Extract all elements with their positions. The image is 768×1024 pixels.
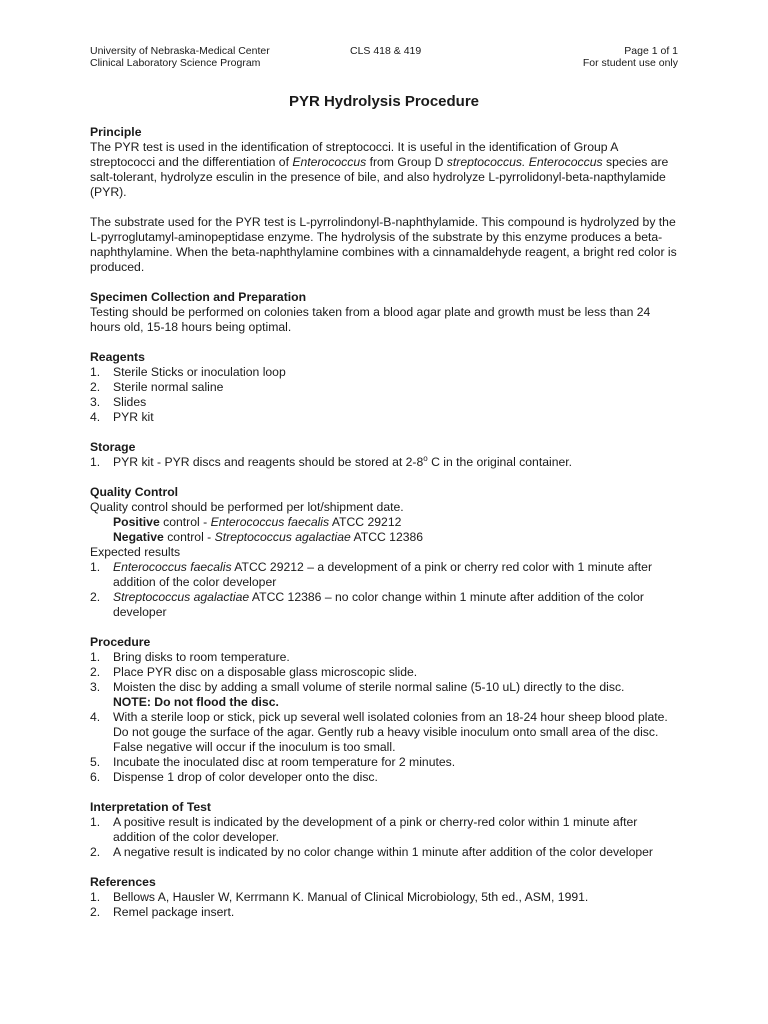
header-usage-note: For student use only bbox=[582, 57, 678, 69]
specimen-heading: Specimen Collection and Preparation bbox=[90, 290, 307, 304]
reagents-list bbox=[90, 365, 680, 425]
list-item: 3. Slides bbox=[90, 395, 147, 409]
list-item: 5. Incubate the inoculated disc at room temperature for 2 minutes. bbox=[90, 755, 456, 769]
list-item: 2. Sterile normal saline bbox=[90, 380, 224, 394]
principle-heading: Principle bbox=[90, 125, 142, 139]
list-item: 4. PYR kit bbox=[90, 410, 154, 424]
qc-negative-control: Negative control - Streptococcus agalactiae ATCC 12386 bbox=[113, 530, 424, 544]
header-institution: University of Nebraska-Medical Center bbox=[90, 45, 270, 57]
qc-expected-results-label: Expected results bbox=[90, 545, 181, 559]
list-item: 2. Remel package insert. bbox=[90, 905, 235, 919]
references-list bbox=[90, 890, 680, 920]
document-title: PYR Hydrolysis Procedure bbox=[288, 93, 480, 110]
procedure-note: NOTE: Do not flood the disc. bbox=[113, 695, 279, 709]
reagents-heading: Reagents bbox=[90, 350, 145, 364]
principle-paragraph-1: The PYR test is used in the identification of streptococci. It is useful in the identification of Group A streptococci and the differentiation of Enterococcus from Group D streptococcus. Enterococcus species are salt-tolerant, hydrolyze esculin in the presence of bile, and also hydrolyze L-pyrrolidonyl-beta-napthylamide (PYR). bbox=[90, 140, 669, 199]
interpretation-list bbox=[90, 815, 680, 860]
header-program: Clinical Laboratory Science Program bbox=[90, 57, 261, 69]
interpretation-heading: Interpretation of Test bbox=[90, 800, 211, 814]
list-item: 2. Place PYR disc on a disposable glass microscopic slide. bbox=[90, 665, 418, 679]
storage-list bbox=[90, 455, 680, 470]
list-item: 1. A positive result is indicated by the development of a pink or cherry-red color within 1 minute after addition of the color developer. bbox=[90, 815, 638, 844]
qc-intro: Quality control should be performed per lot/shipment date. bbox=[90, 500, 404, 514]
specimen-text: Testing should be performed on colonies taken from a blood agar plate and growth must be less than 24 hours old, 15-18 hours being optimal. bbox=[90, 305, 651, 334]
qc-positive-control: Positive control - Enterococcus faecalis ATCC 29212 bbox=[113, 515, 402, 529]
list-item: 4. With a sterile loop or stick, pick up several well isolated colonies from an 18-24 hour sheep blood plate. Do not gouge the surface of the agar. Gently rub a heavy visible inoculum onto small area of the disc. False negative will occur if the inoculum is too small. bbox=[90, 710, 668, 754]
procedure-heading: Procedure bbox=[90, 635, 151, 649]
list-item: 1. Sterile Sticks or inoculation loop bbox=[90, 365, 286, 379]
list-item: 2. A negative result is indicated by no color change within 1 minute after addition of the color developer bbox=[90, 845, 653, 859]
list-item: 1. PYR kit - PYR discs and reagents should be stored at 2-8$^o$ C in the original container. bbox=[90, 454, 573, 469]
list-item: 6. Dispense 1 drop of color developer onto the disc. bbox=[90, 770, 378, 784]
header-page-number: Page 1 of 1 bbox=[624, 45, 678, 57]
list-item: 1. Bellows A, Hausler W, Kerrmann K. Manual of Clinical Microbiology, 5th ed., ASM, 1991. bbox=[90, 890, 589, 904]
quality-control-heading: Quality Control bbox=[90, 485, 179, 499]
header-course: CLS 418 & 419 bbox=[350, 45, 422, 57]
list-item: 1. Bring disks to room temperature. bbox=[90, 650, 290, 664]
procedure-list bbox=[90, 650, 680, 785]
references-heading: References bbox=[90, 875, 156, 889]
list-item: 1. Enterococcus faecalis ATCC 29212 – a development of a pink or cherry red color with 1 minute after addition of the color developer bbox=[90, 560, 653, 589]
document-body bbox=[90, 125, 680, 920]
page-header bbox=[90, 45, 678, 69]
storage-heading: Storage bbox=[90, 440, 136, 454]
principle-paragraph-2: The substrate used for the PYR test is L-pyrrolindonyl-B-naphthylamide. This compound is hydrolyzed by the L-pyrroglutamyl-aminopeptidase enzyme. The hydrolysis of the substrate by this enzyme produces a beta-naphthylamine. When the beta-naphthylamine combines with a cinnamaldehyde reagent, a bright red color is produced. bbox=[90, 215, 677, 274]
list-item: 2. Streptococcus agalactiae ATCC 12386 – no color change within 1 minute after addition of the color developer bbox=[90, 590, 644, 619]
qc-results-list bbox=[90, 560, 680, 620]
list-item: 3. Moisten the disc by adding a small volume of sterile normal saline (5-10 uL) directly to the disc. NOTE: Do not flood the disc. bbox=[90, 680, 625, 709]
